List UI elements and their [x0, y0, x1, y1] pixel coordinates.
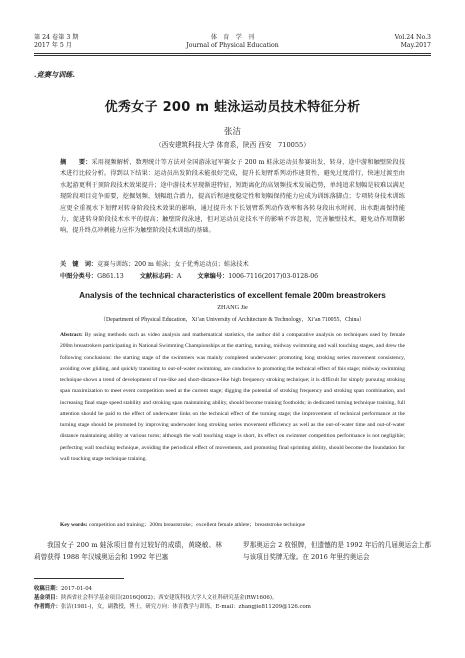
author-name-en: ZHANG Jie — [217, 304, 248, 311]
doc-code-value: A — [176, 273, 182, 280]
article-number-value: 1006-7116(2017)03-0128-06 — [228, 273, 319, 280]
footnote-received — [34, 585, 434, 594]
footnote-rule — [34, 578, 124, 579]
journal-name-cn: 体 育 学 刊 — [210, 34, 255, 41]
journal-name-en: Journal of Physical Education — [186, 42, 279, 49]
classification-row — [60, 272, 405, 282]
header-rule-thin — [34, 55, 431, 56]
footnotes — [34, 585, 434, 612]
fund-text: 陕西省社会科学基金项目(2016Q002)；西安建筑科技大学人文社科研究基金(RW1606)。 — [60, 595, 278, 601]
article-number-label: 文章编号： — [197, 273, 229, 280]
keywords-cn-text: 竞赛与训练；200 m 蛙泳；女子优秀运动员；蛙泳技术 — [97, 261, 249, 268]
article-title-en: Analysis of the technical characteristics of excellent female 200m breastrokers — [79, 291, 386, 300]
abstract-en-text: By using methods such as video analysis and mathematical statistics, the author did a comparative analysis on techniques used by female 200m breastrokers participating in National Swimming Championships at the starting, turning, midway swimming and wall touching stages, and drew the following conclusions: the starting stage of the swimmers was mainly completed underwater: promoting long stroking series movement consistency, avoiding over gliding, and quickly transiting to out-of-water swimming, are conducive to promoting the technical effect of this stage; midway swimming technique shows a trend of development of run-like and short-distance-like high frequency stroking technique; it is difficult for simply pursuing stroking span maximization to meet event competition need at the current stage; digging the potential of stroking frequency and stroking span combination, and increasing final stage speed stability and stroking span maintaining ability, should become training footholds; in dedicated turning technique training, full attention should be paid to the effect of underwater links on the technical effect of the turning stage; the improvement of technical performance at the turning stage should be promoted by improving underwater long stroking series movement efficiency as well as the out-of-water time and out-of-water distance maintaining ability at various turns; although the wall touching stage is short, its effect on swimmer competition performance is not negligible; perfecting wall touching technique, avoiding the periodical effect of movements, and promoting final sprinting ability, should become the foundation for wall touching stage technique training. — [60, 332, 405, 462]
received-label: 收稿日期： — [34, 586, 61, 592]
keywords-en-text: competition and training；200m breaststroke；excellent female athlete；breaststroke technique — [88, 522, 306, 528]
affiliation-cn: （西安建筑科技大学 体育系，陕西 西安 710055） — [155, 141, 310, 149]
received-date: 2017-01-04 — [60, 586, 93, 592]
header-issue-en — [395, 34, 431, 50]
keywords-en-label: Key words: — [60, 522, 88, 528]
body-column-right: 罗那奥运会 2 枚银牌，但遗憾的是 1992 年后的几届奥运会上都与该项目奖牌无缘。在 2016 年里约奥运会 — [243, 541, 431, 561]
abstract-en — [60, 330, 405, 465]
article-title-cn: 优秀女子 200 m 蛙泳运动员技术特征分析 — [104, 100, 361, 115]
fund-label: 基金项目： — [34, 595, 61, 601]
abstract-cn — [60, 157, 405, 237]
clc-value: G861.13 — [97, 273, 124, 280]
header-date: 2017 年 5 月 — [34, 42, 72, 49]
keywords-en — [60, 520, 405, 530]
clc-label: 中图分类号： — [60, 273, 98, 280]
affiliation-en: （Department of Physical Education，Xi’an University of Architecture & Technology，Xi’an 710055，China） — [100, 317, 365, 323]
header-date-en: May.2017 — [400, 42, 431, 49]
abstract-en-label: Abstract: — [60, 332, 83, 338]
author-bio-text: 张洁(1981-)，女，副教授，博士，研究方向：体育教学与训练。E-mail：zhangjie811209@126.com — [60, 604, 311, 610]
author-bio-label: 作者简介： — [34, 604, 61, 610]
keywords-cn — [60, 260, 405, 270]
doc-code-label: 文献标志码： — [139, 273, 177, 280]
header-rule — [34, 53, 431, 54]
body-column-left: 我国女子 200 m 蛙泳项目曾有过较好的成绩，黄晓敏、林莉曾获得 1988 年汉城奥运会和 1992 年巴塞 — [34, 541, 222, 561]
footnote-author — [34, 603, 434, 612]
header-volume-en: Vol.24 No.3 — [394, 34, 431, 41]
header-volume: 第 24 卷第 3 期 — [34, 34, 79, 41]
author-name-cn: 张洁 — [223, 127, 241, 137]
keywords-cn-label: 关 键 词： — [60, 261, 98, 268]
section-label: .竞赛与训练. — [34, 70, 75, 79]
abstract-cn-label: 摘 要： — [60, 159, 92, 166]
footnote-fund — [34, 594, 434, 603]
abstract-cn-text: 采用视频解析、数理统计等方法对全国游泳冠军赛女子 200 m 蛙泳运动员参赛出发、转身、途中游和触壁阶段技术进行比较分析。得到以下结果：运动员出发阶段未能很好完成，提升长划臂系列动作速贯性，避免过度滑行，快速过渡至由水起游更利于顶阶段技术效果提升；途中游技术呈现渐进特征，短距离化的高划频技术发展趋势，单纯追求划幅是较难以满足现阶段项目竞争需要，挖掘划频、划幅组合潜力，提高后程速度稳定性和划幅保持能力应成为训练落脚点；专项转身技术训练应更全重视水下划臂对转身阶段技术效果的影响，通过提升水下长划臂系列动作效率和各转身段出水时间、出水距离保持能力，促进转身阶段技术水平的提高；触壁阶段泳速，但对运动员竞技水平的影响不容忽视，完善触壁技术，避免动作周期影响，提升终点冲刺能力应作为触壁阶段技术训练的基础。 — [60, 159, 406, 235]
